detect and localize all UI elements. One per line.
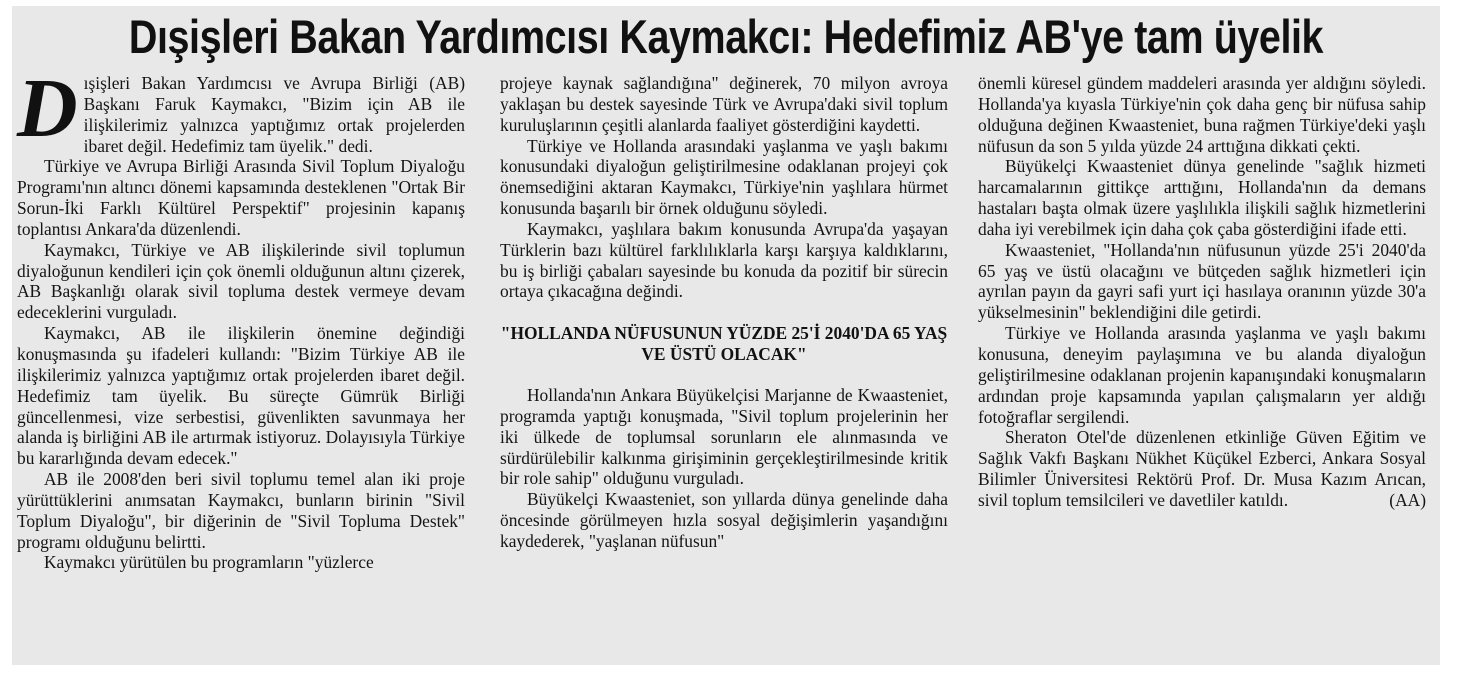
paragraph: Büyükelçi Kwaasteniet dünya genelinde "sağlık hizmeti harcamalarının gittikçe arttığını, Hollanda'nın da demans hastaları başta olmak üzere yaşlılıkla ilişkili sağlık hizmetlerini daha iyi verebilmek için daha çok çaba gösterdiğini ifade etti. [978, 156, 1426, 239]
article-column-2 [500, 73, 948, 552]
paragraph: Kwaasteniet, "Hollanda'nın nüfusunun yüzde 25'i 2040'da 65 yaş ve üstü olacağını ve bütçeden sağlık hizmetleri için ayrılan payın da gayri safi yurt içi hasılaya oranının yüzde 30'a yükselmesinin" beklendiğini dile getirdi. [978, 239, 1426, 323]
paragraph: AB ile 2008'den beri sivil toplumu temel alan iki proje yürüttüklerini anımsatan Kaymakcı, bunların birinin "Sivil Toplum Diyaloğu", bir diğerinin de "Sivil Topluma Destek" programı olduğunu belirtti. [17, 469, 465, 552]
paragraph: Büyükelçi Kwaasteniet, son yıllarda dünya genelinde daha öncesinde görülmeyen hızla sosyal değişimlerin yaşandığını kaydederek, "yaşlanan nüfusun" [500, 489, 948, 551]
paragraph: Türkiye ve Avrupa Birliği Arasında Sivil Toplum Diyaloğu Programı'nın altıncı dönemi kapsamında desteklenen "Ortak Bir Sorun-İki Farklı Kültürel Perspektif" projesinin kapanış toplantısı Ankara'da düzenlendi. [17, 156, 465, 239]
paragraph: Kaymakcı yürütülen bu programların "yüzlerce [44, 552, 374, 573]
paragraph: Hollanda'nın Ankara Büyükelçisi Marjanne de Kwaasteniet, programda yaptığı konuşmada, "Sivil toplum projelerinin her iki ülkede de toplumsal sorunların ele alınmasında ve sürdürülebilir kalkınma girişiminin gerçekleştirilmesinde kritik bir role sahip" olduğunu vurguladı. [500, 384, 948, 489]
article-column-1 [17, 62, 465, 573]
article-headline: Dışişleri Bakan Yardımcısı Kaymakcı: Hedefimiz AB'ye tam üyelik [128, 10, 1324, 63]
drop-cap: D [17, 62, 78, 155]
paragraph-text: ışişleri Bakan Yardımcısı ve Avrupa Birliği (AB) Başkanı Faruk Kaymakcı, "Bizim için AB ile ilişkilerimiz yalnızca yaptığımız ortak projelerden ibaret değil. Hedefimiz tam üyelik." dedi. [83, 73, 465, 156]
article-column-3 [978, 73, 1426, 511]
paragraph [978, 427, 1426, 510]
section-subheading: "HOLLANDA NÜFUSUNUN YÜZDE 25'İ 2040'DA 65 YAŞ VE ÜSTÜ OLACAK" [500, 323, 948, 365]
paragraph: Türkiye ve Hollanda arasında yaşlanma ve yaşlı bakımı konusuna, deneyim paylaşımına ve bu alanda diyaloğun geliştirilmesine odaklanan projenin kapanışındaki konuşmaların ardından proje kapsamında yapılan çalışmaların yer aldığı fotoğraflar sergilendi. [978, 323, 1426, 427]
paragraph: Kaymakcı, AB ile ilişkilerin önemine değindiği konuşmasında şu ifadeleri kullandı: "Bizim Türkiye AB ile ilişkilerimiz yalnızca yaptığımız ortak projelerden ibaret değil. Hedefimiz tam üyelik. Bu süreçte Gümrük Birliği güncellenmesi, vize serbestisi, güvenlikten savunmaya her alanda iş birliğini AB ile artırmak istiyoruz. Dolayısıyla Türkiye bu kararlığında devam edecek." [17, 323, 465, 469]
paragraph: Kaymakcı, yaşlılara bakım konusunda Avrupa'da yaşayan Türklerin bazı kültürel farklılıklarla karşı karşıya kaldıklarını, bu iş birliği çabaları sayesinde bu konuda da pozitif bir sürecin ortaya çıkacağına değindi. [500, 218, 948, 302]
newspaper-clipping [12, 6, 1440, 665]
news-agency-credit: (AA) [1389, 489, 1426, 510]
paragraph: projeye kaynak sağlandığına" değinerek, 70 milyon avroya yaklaşan bu destek sayesinde Türk ve Avrupa'daki sivil toplum kuruluşlarının çeşitli alanlarda faaliyet gösterdiğini kaydetti. [500, 73, 948, 135]
paragraph: Türkiye ve Hollanda arasındaki yaşlanma ve yaşlı bakımı konusundaki diyaloğun geliştirilmesine odaklanan projeyi çok önemsediğini aktaran Kaymakcı, Türkiye'nin yaşlılara hürmet konusunda başarılı bir örnek olduğunu söyledi. [500, 135, 948, 219]
paragraph-text: Sheraton Otel'de düzenlenen etkinliğe Güven Eğitim ve Sağlık Vakfı Başkanı Nükhet Küçükel Ezberci, Ankara Sosyal Bilimler Üniversitesi Rektörü Prof. Dr. Musa Kazım Arıcan, sivil toplum temsilcileri ve davetliler katıldı. [978, 427, 1426, 510]
paragraph [17, 62, 465, 156]
paragraph: Kaymakcı, Türkiye ve AB ilişkilerinde sivil toplumun diyaloğunun kendileri için çok önemli olduğunun altını çizerek, AB Başkanlığı olarak sivil topluma destek vermeye devam edeceklerini vurguladı. [17, 239, 465, 323]
paragraph: önemli küresel gündem maddeleri arasında yer aldığını söyledi. Hollanda'ya kıyasla Türkiye'nin çok daha genç bir nüfusa sahip olduğuna değinen Kwaasteniet, buna rağmen Türkiye'deki yaşlı nüfusun da son 5 yılda yüzde 24 arttığına dikkati çekti. [978, 73, 1426, 156]
